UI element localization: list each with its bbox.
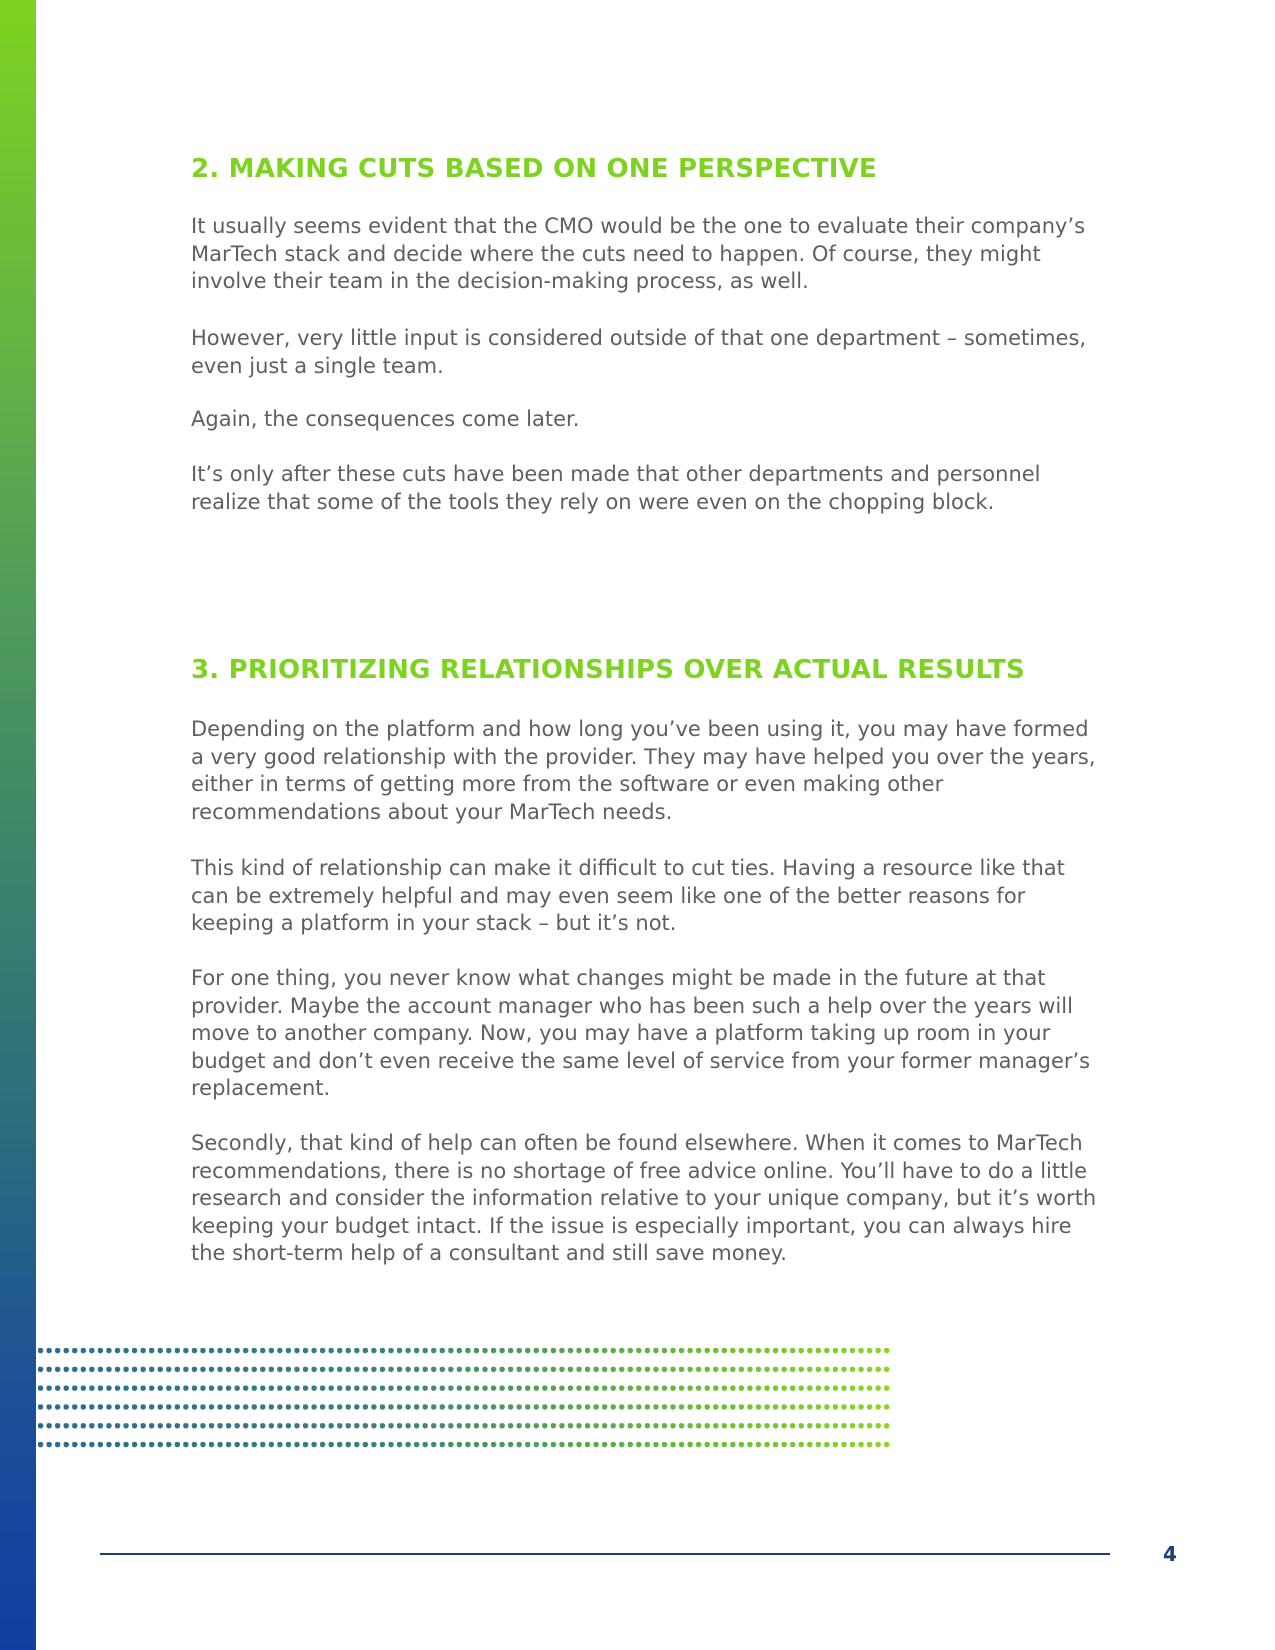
page-number: 4	[1163, 1542, 1177, 1566]
section-heading: 3. PRIORITIZING RELATIONSHIPS OVER ACTUAL RESULTS	[191, 655, 1025, 685]
paragraph: However, very little input is considered outside of that one department – sometimes, even just a single team.	[191, 326, 1087, 378]
paragraph: Secondly, that kind of help can often be found elsewhere. When it comes to MarTech recommendations, there is no shortage of free advice online. You’ll have to do a little research and consider the information relative to your unique company, but it’s worth keeping your budget intact. If the issue is especially important, you can always hire the short-term help of a consultant and still save money.	[191, 1131, 1097, 1265]
left-gradient-bar	[0, 0, 36, 1650]
section-heading: 2. MAKING CUTS BASED ON ONE PERSPECTIVE	[191, 154, 877, 184]
paragraph: It’s only after these cuts have been made that other departments and personnel realize that some of the tools they rely on were even on the chopping block.	[191, 462, 1041, 514]
paragraph: It usually seems evident that the CMO would be the one to evaluate their company’s MarTech stack and decide where the cuts need to happen. Of course, they might involve their team in the decision-making process, as well.	[191, 214, 1086, 293]
paragraph: For one thing, you never know what changes might be made in the future at that provider. Maybe the account manager who has been such a help over the years will move to another company. Now, you may have a platform taking up room in your budget and don’t even receive the same level of service from your former manager’s replacement.	[191, 966, 1091, 1100]
decorative-dot-pattern	[38, 1348, 890, 1456]
paragraph: Depending on the platform and how long you’ve been using it, you may have formed a very good relationship with the provider. They may have helped you over the years, either in terms of getting more from the software or even making other recommendations about your MarTech needs.	[191, 717, 1096, 824]
paragraph: This kind of relationship can make it difficult to cut ties. Having a resource like that can be extremely helpful and may even seem like one of the better reasons for keeping a platform in your stack – but it’s not.	[191, 856, 1065, 935]
footer-divider	[100, 1553, 1110, 1555]
paragraph: Again, the consequences come later.	[191, 407, 580, 431]
